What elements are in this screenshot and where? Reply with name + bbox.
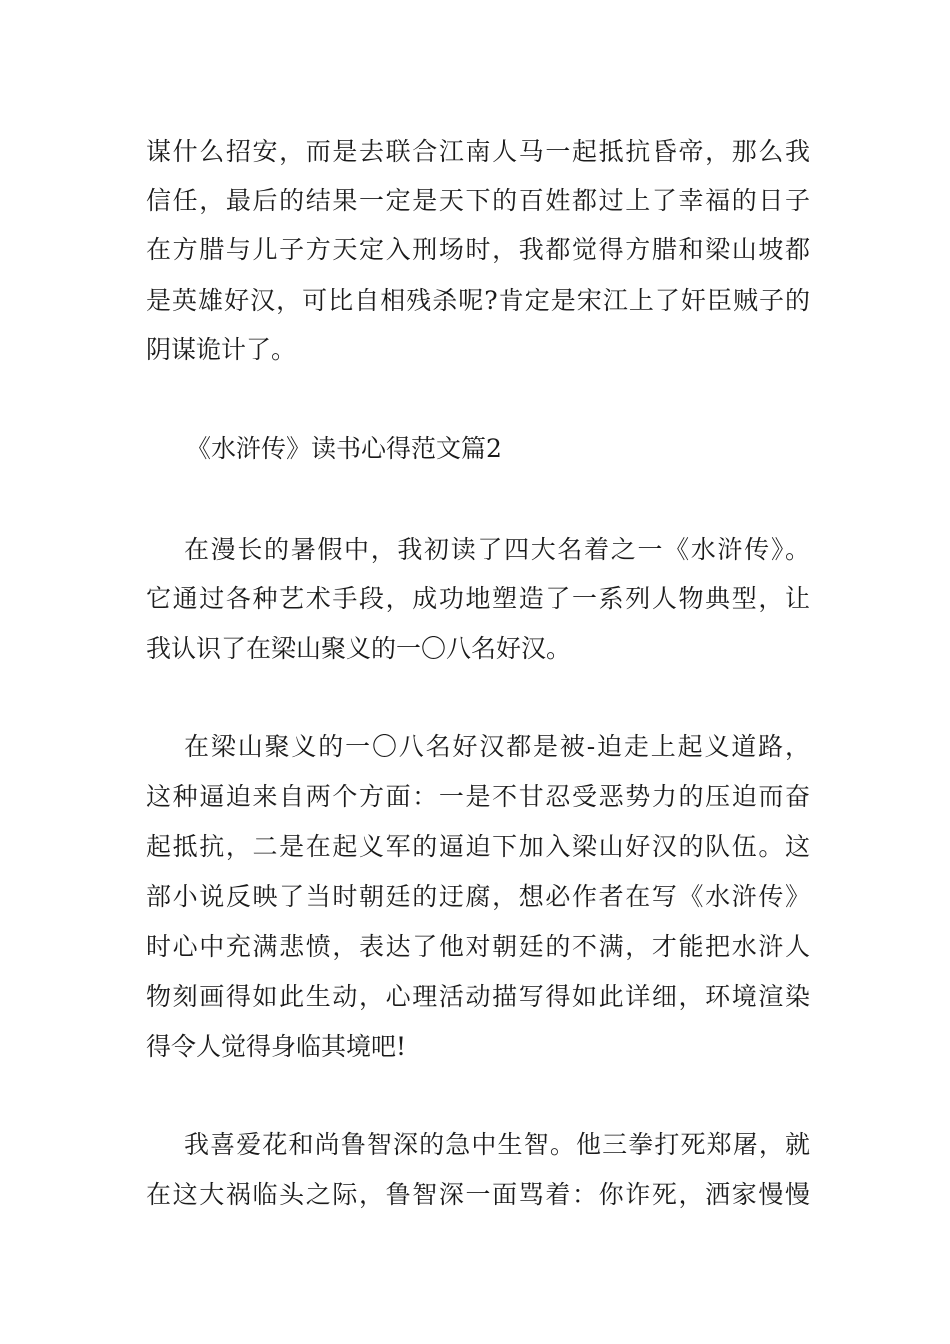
- text-line: 是英雄好汉，可比自相残杀呢?肯定是宋江上了奸臣贼子的: [146, 286, 810, 315]
- text-line: 信任，最后的结果一定是天下的百姓都过上了幸福的日子: [146, 186, 810, 215]
- text-line: 部小说反映了当时朝廷的迂腐，想必作者在写《水浒传》: [146, 882, 810, 911]
- text-line: 阴谋诡计了。: [146, 335, 297, 364]
- text-line: 在梁山聚义的一〇八名好汉都是被-迫走上起义道路，: [184, 732, 810, 761]
- text-line: 时心中充满悲愤，表达了他对朝廷的不满，才能把水浒人: [146, 932, 810, 961]
- text-line: 在这大祸临头之际，鲁智深一面骂着：你诈死，洒家慢慢: [146, 1180, 810, 1209]
- text-line: 它通过各种艺术手段，成功地塑造了一系列人物典型，让: [146, 584, 810, 613]
- text-line: 我认识了在梁山聚义的一〇八名好汉。: [146, 634, 572, 663]
- text-line: 得令人觉得身临其境吧!: [146, 1032, 407, 1061]
- section-title: 《水浒传》读书心得范文篇2: [186, 434, 502, 463]
- text-line: 这种逼迫来自两个方面：一是不甘忍受恶势力的压迫而奋: [146, 782, 810, 811]
- text-line: 起抵抗，二是在起义军的逼迫下加入梁山好汉的队伍。这: [146, 832, 810, 861]
- text-line: 在漫长的暑假中，我初读了四大名着之一《水浒传》。: [184, 535, 810, 564]
- text-line: 物刻画得如此生动，心理活动描写得如此详细，环境渲染: [146, 982, 810, 1011]
- text-line: 我喜爱花和尚鲁智深的急中生智。他三拳打死郑屠，就: [184, 1130, 810, 1159]
- text-line: 在方腊与儿子方天定入刑场时，我都觉得方腊和梁山坡都: [146, 235, 810, 264]
- text-line: 谋什么招安，而是去联合江南人马一起抵抗昏帝，那么我: [146, 137, 810, 166]
